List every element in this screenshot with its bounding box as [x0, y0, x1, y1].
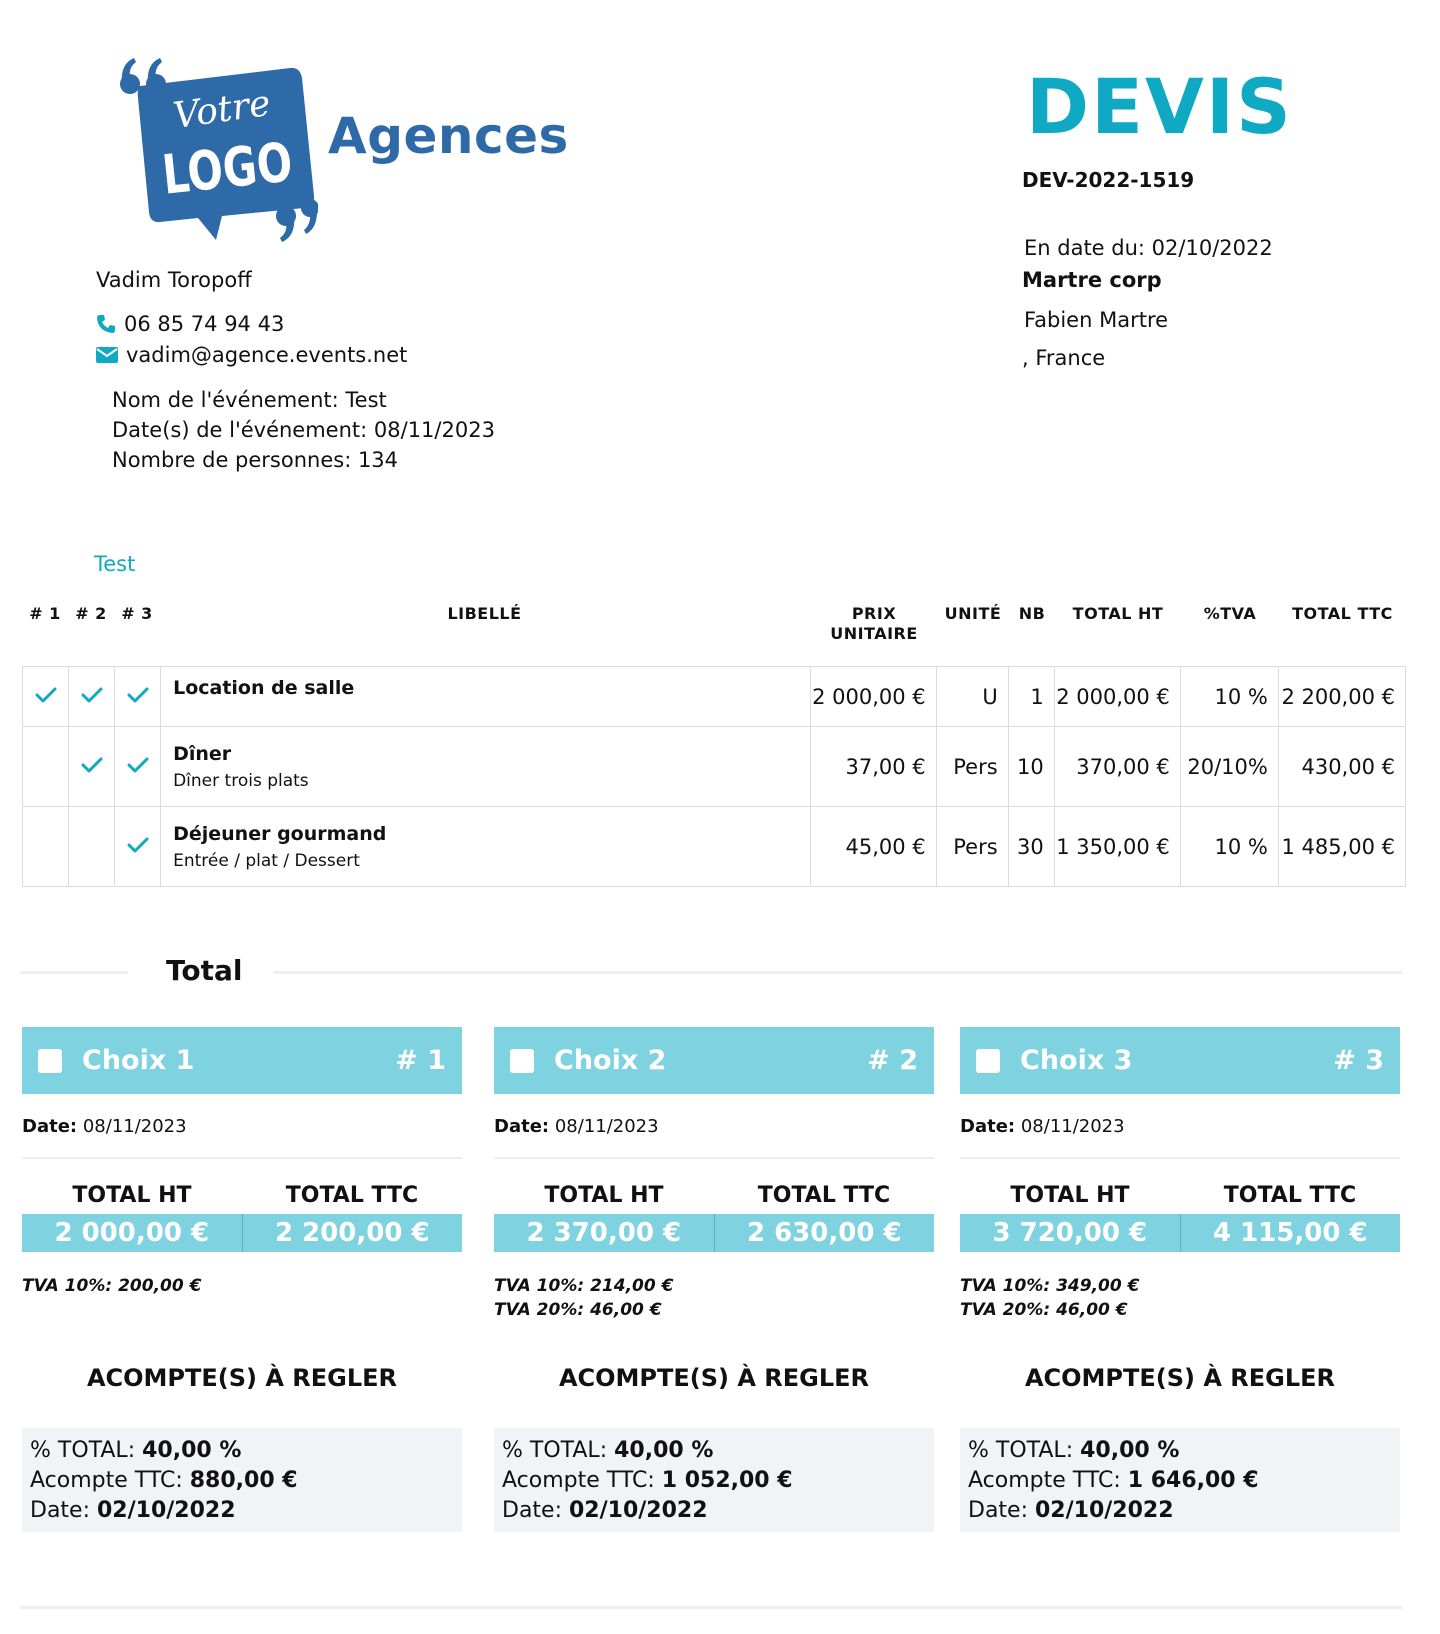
choice-date-label: Date: [494, 1116, 550, 1137]
choice-name: Choix 1 [82, 1045, 195, 1076]
choice-date-label: Date: [960, 1116, 1016, 1137]
choice-card-3 [960, 1027, 1400, 1532]
col-header-nb: NB [1018, 604, 1046, 623]
acompte-box [494, 1428, 934, 1532]
tva-breakdown [22, 1274, 462, 1322]
section-label: Test [94, 552, 136, 576]
acompte-pct-label: % TOTAL: [30, 1438, 136, 1463]
acompte-amount-value: 1 052,00 € [661, 1468, 793, 1493]
sender-name: Vadim Toropoff [96, 268, 252, 292]
acompte-pct-label: % TOTAL: [502, 1438, 608, 1463]
acompte-date-value: 02/10/2022 [1035, 1498, 1174, 1523]
tva-line: TVA 10%: 349,00 € [960, 1276, 1140, 1296]
event-people: Nombre de personnes: 134 [112, 448, 399, 472]
tva-cell: 10 % [1180, 807, 1278, 887]
choice-header [22, 1027, 462, 1094]
choice-date-value: 08/11/2023 [554, 1116, 659, 1137]
libelle-cell [161, 727, 810, 807]
acompte-date-label: Date: [30, 1498, 90, 1523]
total-ht-value: 3 720,00 € [992, 1218, 1148, 1248]
divider [960, 1157, 1400, 1159]
acompte-box [960, 1428, 1400, 1532]
total-ttc-label: TOTAL TTC [757, 1183, 891, 1208]
choice-date-value: 08/11/2023 [82, 1116, 187, 1137]
item-title: Location de salle [173, 677, 355, 699]
acompte-pct-row [968, 1436, 1392, 1466]
unit-cell: Pers [936, 807, 1008, 887]
col-header-tva: %TVA [1203, 604, 1257, 623]
quantity-cell: 30 [1008, 807, 1054, 887]
total-ht-label: TOTAL HT [544, 1183, 664, 1208]
choice-card-2 [494, 1027, 934, 1532]
total-ttc-label: TOTAL TTC [1223, 1183, 1357, 1208]
acompte-date-label: Date: [968, 1498, 1028, 1523]
unit-cell: Pers [936, 727, 1008, 807]
acompte-amount-label: Acompte TTC: [30, 1468, 183, 1493]
acompte-box [22, 1428, 462, 1532]
choice-date-label: Date: [22, 1116, 78, 1137]
total-ht-label: TOTAL HT [72, 1183, 192, 1208]
choice-number: # 3 [1333, 1045, 1384, 1076]
total-ht-cell: 2 000,00 € [1054, 667, 1180, 727]
document-title: DEVIS [1026, 62, 1293, 151]
acompte-title: ACOMPTE(S) À REGLER [86, 1364, 398, 1392]
table-row [23, 727, 1406, 807]
client-contact: Fabien Martre [1024, 308, 1169, 332]
total-ht-value: 2 370,00 € [526, 1218, 682, 1248]
acompte-title: ACOMPTE(S) À REGLER [558, 1364, 870, 1392]
acompte-amount-label: Acompte TTC: [968, 1468, 1121, 1493]
col-header-prix-unitaire [811, 604, 937, 644]
acompte-pct-row [30, 1436, 454, 1466]
choice-1-cell [23, 667, 69, 727]
totals-values [494, 1214, 934, 1252]
total-ttc-value: 2 200,00 € [242, 1214, 463, 1252]
choice-date [22, 1116, 462, 1137]
total-ht-value: 2 000,00 € [54, 1218, 210, 1248]
col-header-unite: UNITÉ [944, 604, 1002, 623]
agency-name: Agences [328, 107, 569, 165]
tva-cell: 20/10% [1180, 727, 1278, 807]
choice-card-1 [22, 1027, 462, 1532]
sender-email[interactable]: vadim@agence.events.net [126, 343, 408, 367]
libelle-cell [161, 807, 810, 887]
totals-title: Total [166, 954, 243, 987]
phone-icon [96, 314, 116, 334]
totals-labels [22, 1183, 462, 1208]
total-ht-label: TOTAL HT [1010, 1183, 1130, 1208]
totals-values [960, 1214, 1400, 1252]
choice-2-cell [69, 807, 115, 887]
acompte-pct-label: % TOTAL: [968, 1438, 1074, 1463]
acompte-pct-row [502, 1436, 926, 1466]
tva-line: TVA 20%: 46,00 € [960, 1300, 1128, 1320]
table-row [23, 667, 1406, 727]
choice-header [960, 1027, 1400, 1094]
totals-labels [494, 1183, 934, 1208]
item-description: Dîner trois plats [173, 770, 309, 791]
acompte-amount-row [30, 1466, 454, 1496]
col-header-choice-3: # 3 [121, 604, 153, 623]
company-logo [118, 56, 318, 246]
table-row [23, 807, 1406, 887]
item-description: Entrée / plat / Dessert [173, 850, 360, 871]
item-title: Dîner [173, 742, 232, 765]
acompte-date-value: 02/10/2022 [569, 1498, 708, 1523]
divider [494, 1157, 934, 1159]
check-icon [81, 685, 103, 709]
col-header-prix-line1: PRIX [851, 604, 897, 623]
logo-text-bottom: LOGO [159, 126, 318, 207]
acompte-amount-label: Acompte TTC: [502, 1468, 655, 1493]
quantity-cell: 1 [1008, 667, 1054, 727]
acompte-date-value: 02/10/2022 [97, 1498, 236, 1523]
tva-line: TVA 10%: 214,00 € [494, 1276, 674, 1296]
col-header-total-ht: TOTAL HT [1072, 604, 1164, 623]
check-icon [81, 755, 103, 779]
document-number: DEV-2022-1519 [1022, 168, 1195, 192]
choice-date [960, 1116, 1400, 1137]
unit-price-cell: 45,00 € [810, 807, 936, 887]
total-ttc-cell: 430,00 € [1278, 727, 1405, 807]
divider [274, 971, 1402, 974]
choice-header [494, 1027, 934, 1094]
total-ttc-cell: 1 485,00 € [1278, 807, 1405, 887]
check-icon [127, 685, 149, 709]
sender-email-row [96, 343, 407, 367]
item-title: Déjeuner gourmand [173, 822, 387, 845]
choice-3-cell [115, 807, 161, 887]
total-ttc-label: TOTAL TTC [285, 1183, 419, 1208]
acompte-amount-row [502, 1466, 926, 1496]
totals-labels [960, 1183, 1400, 1208]
divider [22, 1157, 462, 1159]
total-ttc-value: 4 115,00 € [1180, 1214, 1401, 1252]
unit-price-cell: 37,00 € [810, 727, 936, 807]
total-ttc-cell: 2 200,00 € [1278, 667, 1405, 727]
acompte-pct-value: 40,00 % [614, 1438, 714, 1463]
tva-breakdown [494, 1274, 934, 1322]
check-icon [35, 685, 57, 709]
sender-phone[interactable]: 06 85 74 94 43 [124, 312, 285, 336]
tva-line: TVA 20%: 46,00 € [494, 1300, 662, 1320]
choice-number: # 1 [395, 1045, 446, 1076]
tva-line: TVA 10%: 200,00 € [22, 1276, 202, 1296]
divider [20, 971, 128, 974]
envelope-icon [96, 347, 118, 363]
total-ht-cell: 1 350,00 € [1054, 807, 1180, 887]
totals-values [22, 1214, 462, 1252]
event-name: Nom de l'événement: Test [112, 388, 387, 412]
choice-number: # 2 [867, 1045, 918, 1076]
divider [20, 1606, 1402, 1609]
quote-date: En date du: 02/10/2022 [1024, 236, 1273, 260]
choice-checkbox[interactable] [976, 1049, 1000, 1073]
sender-phone-row [96, 312, 284, 336]
quantity-cell: 10 [1008, 727, 1054, 807]
acompte-date-label: Date: [502, 1498, 562, 1523]
choice-name: Choix 3 [1020, 1045, 1133, 1076]
logo-text-top: Votre [170, 82, 273, 137]
total-ht-cell: 370,00 € [1054, 727, 1180, 807]
unit-price-cell: 2 000,00 € [810, 667, 936, 727]
items-table [22, 666, 1406, 887]
col-header-libelle: LIBELLÉ [447, 604, 522, 623]
acompte-amount-value: 1 646,00 € [1127, 1468, 1259, 1493]
choice-2-cell [69, 727, 115, 807]
acompte-amount-row [968, 1466, 1392, 1496]
unit-cell: U [936, 667, 1008, 727]
acompte-date-row [30, 1496, 454, 1526]
choice-date [494, 1116, 934, 1137]
client-company: Martre corp [1022, 268, 1162, 292]
choice-name: Choix 2 [554, 1045, 667, 1076]
acompte-pct-value: 40,00 % [1080, 1438, 1180, 1463]
acompte-amount-value: 880,00 € [189, 1468, 298, 1493]
choice-2-cell [69, 667, 115, 727]
col-header-choice-1: # 1 [29, 604, 61, 623]
tva-breakdown [960, 1274, 1400, 1322]
acompte-date-row [968, 1496, 1392, 1526]
acompte-date-row [502, 1496, 926, 1526]
choice-3-cell [115, 667, 161, 727]
check-icon [127, 835, 149, 859]
col-header-prix-line2: UNITAIRE [830, 624, 918, 643]
choice-date-value: 08/11/2023 [1020, 1116, 1125, 1137]
col-header-total-ttc: TOTAL TTC [1292, 604, 1393, 623]
libelle-cell [161, 667, 810, 727]
choice-3-cell [115, 727, 161, 807]
logo-graphic [118, 56, 318, 246]
total-ttc-value: 2 630,00 € [714, 1214, 935, 1252]
event-dates: Date(s) de l'événement: 08/11/2023 [112, 418, 495, 442]
choice-checkbox[interactable] [510, 1049, 534, 1073]
choice-1-cell [23, 727, 69, 807]
acompte-pct-value: 40,00 % [142, 1438, 242, 1463]
choice-1-cell [23, 807, 69, 887]
client-country: , France [1022, 346, 1106, 370]
tva-cell: 10 % [1180, 667, 1278, 727]
check-icon [127, 755, 149, 779]
col-header-choice-2: # 2 [75, 604, 107, 623]
acompte-title: ACOMPTE(S) À REGLER [1024, 1364, 1336, 1392]
choice-checkbox[interactable] [38, 1049, 62, 1073]
